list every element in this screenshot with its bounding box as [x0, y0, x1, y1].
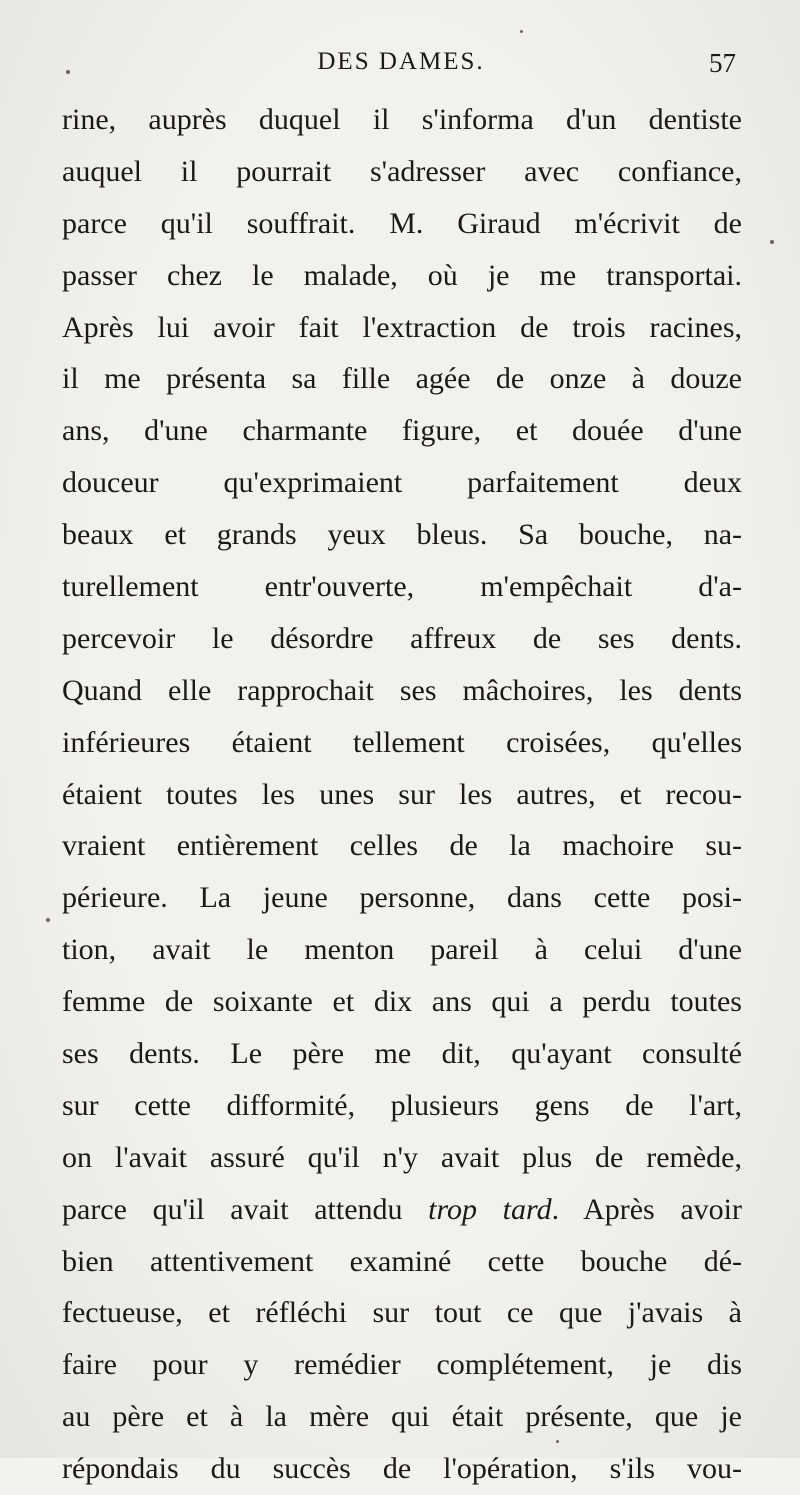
text-line: beaux et grands yeux bleus. Sa bouche, na-: [62, 518, 742, 552]
running-head: DES DAMES.: [317, 48, 485, 75]
text-line: ses dents. Le père me dit, qu'ayant consulté: [62, 1037, 742, 1071]
page-header: [62, 44, 740, 84]
text-line: femme de soixante et dix ans qui a perdu toutes: [62, 985, 742, 1019]
text-line: fectueuse, et réfléchi sur tout ce que j'avais à: [62, 1296, 742, 1330]
text-line: faire pour y remédier complétement, je dis: [62, 1348, 742, 1382]
text-line: tion, avait le menton pareil à celui d'une: [62, 933, 742, 967]
text-line: sur cette difformité, plusieurs gens de l'art,: [62, 1088, 742, 1122]
text-line: inférieures étaient tellement croisées, qu'elles: [62, 725, 742, 759]
text-line: Après lui avoir fait l'extraction de trois racines,: [62, 310, 742, 344]
text-line: on l'avait assuré qu'il n'y avait plus de remède,: [62, 1140, 742, 1174]
text-line: périeure. La jeune personne, dans cette posi-: [62, 881, 742, 915]
ink-speck: [556, 1440, 559, 1443]
text-segment: parce qu'il avait attendu: [62, 1192, 429, 1226]
ink-speck: [66, 70, 70, 74]
ink-speck: [770, 240, 774, 244]
text-segment: . Après avoir: [551, 1192, 742, 1226]
text-line: rine, auprès duquel il s'informa d'un dentiste: [62, 103, 742, 136]
text-line: percevoir le désordre affreux de ses dents.: [62, 621, 742, 655]
ink-speck: [46, 918, 50, 922]
text-line: bien attentivement examiné cette bouche dé-: [62, 1244, 742, 1278]
text-line: parce qu'il souffrait. M. Giraud m'écrivit de: [62, 206, 742, 240]
text-line: ans, d'une charmante figure, et douée d'une: [62, 414, 742, 448]
text-line: répondais du succès de l'opération, s'ils vou-: [62, 1452, 742, 1486]
text-line: vraient entièrement celles de la machoire su-: [62, 829, 742, 863]
ink-speck: [520, 30, 523, 33]
body-text: [62, 94, 742, 1495]
text-line: au père et à la mère qui était présente, que je: [62, 1400, 742, 1434]
text-line: douceur qu'exprimaient parfaitement deux: [62, 466, 742, 500]
text-line-with-italic: [62, 1184, 742, 1236]
text-line: il me présenta sa fille agée de onze à douze: [62, 362, 742, 396]
text-line: passer chez le malade, où je me transportai.: [62, 258, 742, 292]
text-line: Quand elle rapprochait ses mâchoires, les dents: [62, 673, 742, 707]
page-number: 57: [709, 48, 736, 78]
text-line: auquel il pourrait s'adresser avec confiance,: [62, 154, 742, 188]
text-line: étaient toutes les unes sur les autres, et recou-: [62, 777, 742, 811]
italic-text: trop tard: [428, 1192, 552, 1226]
text-line: turellement entr'ouverte, m'empêchait d'a-: [62, 570, 742, 604]
